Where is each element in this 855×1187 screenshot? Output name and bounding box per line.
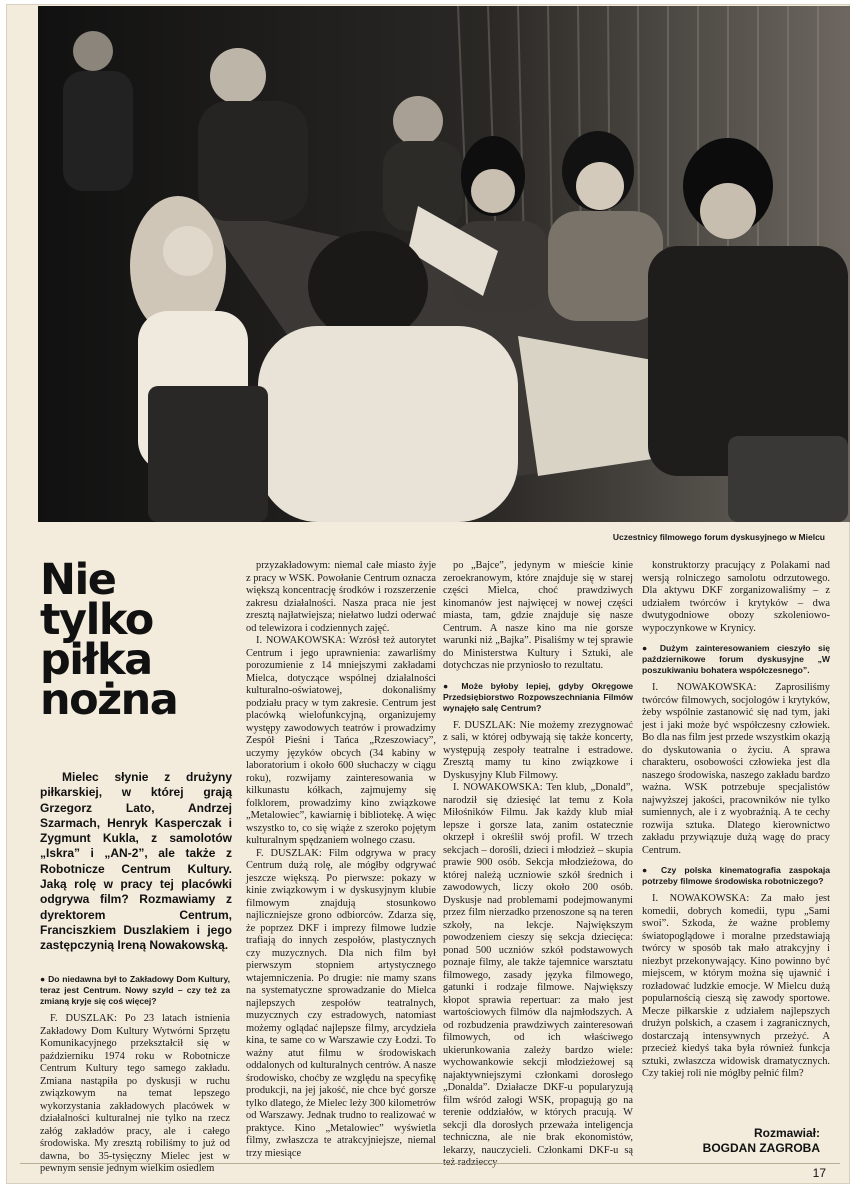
text-column-3	[443, 560, 633, 1170]
article-lead: Mielec słynie z drużyny piłkarskiej, w której grają Grzegorz Lato, Andrzej Szarmach, Henryk Kasperczak i Zygmunt Kukla, z samolotów „Iskra” i „AN-2”, ale także z Robotnicze Centrum Kultury. Jaką rolę w pracy tej placówki odgrywa film? Rozmawiamy z dyrektorem Centrum, Franciszkiem Duszlakiem i jego zastępczynią Ireną Nowakowską.	[40, 770, 232, 953]
paragraph: F. DUSZLAK: Film odgrywa w pracy Centrum dużą rolę, ale mógłby odgrywać jeszcze większą. Po pierwsze: pokazy w kinie związkowym i w dyskusyjnym klubie filmowym znajdują stosunkowo najliczniejsze grono odbiorców. Zdarza się, że poprzez DKF i imprezy filmowe ludzie trafiają do innych zespołów, plastycznych czy muzycznych. Dla nich film był pierwszym stopniem artystycznego wtajemniczenia. Po drugie: nie mamy szans na systematyczne sprowadzanie do Mielca najlepszych zespołów teatralnych, muzycznych czy estradowych, natomiast możemy oglądać najlepsze filmy, arcydzieła kina, te same co w Warszawie czy Łodzi. To ważny atut filmu w środowiskach oddalonych od kulturalnych centrów. A nasze środowisko, choćby ze względu na specyfikę produkcji, na jej jakość, nie chce być gorsze tylko dlatego, że Mielec leży 300 kilometrów od Warszawy. Jednak trudno to realizować w praktyce. Kino „Metalowiec” wyświetla filmy, zwłaszcza te atrakcyjniejsze, niemal trzy miesiące	[246, 847, 436, 1159]
paragraph: konstruktorzy pracujący z Polakami nad wersją rolniczego samolotu odrzutowego. Dla aktywu DKF zorganizowaliśmy – z udziałem twórców i krytyków – dwa dwutygodniowe obozy szkoleniowo-wypoczynkowe w Krynicy.	[642, 560, 830, 634]
paragraph: F. DUSZLAK: Po 23 latach istnienia Zakładowy Dom Kultury Wytwórni Sprzętu Komunikacyjnego przekształcił się w październiku 1974 roku w Robotnicze Centrum Kultury tego samego zakładu. Zmiana nastąpiła po dyskusji w ruchu związkowym na temat lepszego wykorzystania zakładowych placówek w działalności kulturalnej nie tylko na rzecz załóg zakładów pracy, ale i całego środowiska. My zresztą robiliśmy to już od dawna, bo 35-tysięczny Mielec jest w pewnym sensie jednym wielkim osiedlem	[40, 1013, 230, 1174]
byline	[680, 1126, 820, 1156]
interview-question: ● Do niedawna był to Zakładowy Dom Kultury, teraz jest Centrum. Nowy szyld – czy też za zmianą kryje się coś więcej?	[40, 974, 230, 1006]
title-line: tylko	[40, 595, 153, 645]
interview-question: ● Może byłoby lepiej, gdyby Okręgowe Przedsiębiorstwo Rozpowszechniania Filmów wynajęło salę Centrum?	[443, 680, 633, 713]
byline-label: Rozmawiał:	[753, 1126, 820, 1140]
title-line: Nie	[40, 555, 116, 605]
footer-divider	[20, 1163, 840, 1164]
paragraph: I. NOWAKOWSKA: Wzrósł też autorytet Centrum i jego uprawnienia: zawarliśmy porozumienie z 14 mniejszymi zakładami Mielca, dotyczące wspólnej działalności kulturalno-oświatowej, dokonaliśmy podziału pracy w tym zakresie. Centrum jest placówką wielofunkcyjną, organizujemy występy zawodowych teatrów i prowadzimy Zespół Pieśni i Tańca „Rzeszowiacy”, uczymy języków obcych (34 kabiny w laboratorium i około 600 słuchaczy w ciągu roku), rozwijamy zainteresowania w kilkunastu kółkach, zajmujemy się folklorem, prowadzimy kino związkowe „Metalowiec”, kawiarnię i bibliotekę. A więc wszystko to, co się wiąże z szeroko pojętym kulturalnym spędzaniem wolnego czasu.	[246, 635, 436, 846]
page-number: 17	[812, 1166, 826, 1180]
paragraph: przyzakładowym: niemal całe miasto żyje z pracy w WSK. Powołanie Centrum oznacza większą koncentrację środków i rozszerzenie zakresu działalności. Nasza praca nie jest zresztą najłatwiejsza; niełatwo ludzi oderwać od telewizora i codziennych zajęć.	[246, 560, 436, 634]
text-column-1	[40, 966, 230, 1176]
photo-caption: Uczestnicy filmowego forum dyskusyjnego w Mielcu	[612, 532, 825, 542]
article-title	[40, 555, 230, 725]
title-line: nożna	[40, 675, 178, 725]
byline-name: BOGDAN ZAGROBA	[702, 1141, 820, 1155]
paragraph: I. NOWAKOWSKA: Za mało jest komedii, dobrych komedii, typu „Sami swoi”. Szkoda, że ważne problemy światopoglądowe i moralne przedstawiają twórcy w sposób tak mało atrakcyjny i niezbyt przekonywający. Kino powinno być miejscem, w którym można się ujawnić i rozładować ludzkie emocje. W Mielcu dużą popularnością cieszą się zawody sportowe. Mecze piłkarskie z udziałem najlepszych drużyn polskich, a czasem i zagranicznych, dostarczają intensywnych przeżyć. A przecież kiedyś taka była również funkcja sztuki, zwłaszcza widowisk dramatycznych. Czy takiej roli nie mógłby pełnić film?	[642, 893, 830, 1079]
paragraph: I. NOWAKOWSKA: Ten klub, „Donald”, narodził się dziesięć lat temu z Koła Miłośników Filmu. Jak każdy klub miał lepsze i gorsze lata, zanim ostatecznie okrzepł i określił swój profil. W trzech sekcjach – dorośli, dzieci i młodzież – skupia prawie 900 osób. Sekcja młodzieżowa, do której należą uczniowie szkół średnich i zawodowych, liczy około 200 osób. Dyskusje nad problemami podejmowanymi przez film nierzadko przenoszone są na teren szkoły, na lekcje. Największym powodzeniem cieszy się sekcja dziecięca: ponad 500 uczniów szkół podstawowych poznaje filmy, ale także tajemnice warsztatu filmowego, zasady języka filmowego, gatunki i rodzaje filmowe. Największy kłopot sprawia repertuar: za mało jest wartościowych filmów dla najmłodszych. A od rozbudzenia prawdziwych zainteresowań filmowych, od ich właściwego ukierunkowania zależy bardzo wiele: wychowankowie sekcji młodzieżowej są najaktywniejszymi członkami dorosłego „Donalda”. Działacze DKF-u popularyzują film wśród załogi WSK, propagują go na terenie oddziałów, w których pracują. W sekcji dla dorosłych przeważa inteligencja techniczna, ale nie brak ekonomistów, lekarzy, nauczycieli. Członkami DKF-u są też radzieccy	[443, 782, 633, 1168]
title-line: piłka	[40, 635, 152, 685]
group-photo	[38, 6, 850, 522]
paragraph: I. NOWAKOWSKA: Zaprosiliśmy twórców filmowych, socjologów i krytyków, żeby wspólnie zastanowić się nad tym, jaki jest i jaki może być współczesny człowiek. Bo dla nas film jest przede wszystkim okazją do dyskutowania o życiu. A sprawa charakteru, osobowości człowieka jest dla naszego środowiska, naszego zakładu bardzo ważna. WSK potrzebuje specjalistów najwyższej jakości, pracowników nie tylko sumiennych, ale i z wyobraźnią. A te cechy rozwija sztuka. Dlatego kierownictwo zakładu przywiązuje dużą wagę do pracy Centrum.	[642, 682, 830, 856]
paragraph: F. DUSZLAK: Nie możemy zrezygnować z sali, w której odbywają się także koncerty, występują zespoły teatralne i estradowe. Zresztą mamy tu kino związkowe i Dyskusyjny Klub Filmowy.	[443, 719, 633, 781]
interview-question: ● Czy polska kinematografia zaspokaja potrzeby filmowe środowiska robotniczego?	[642, 865, 830, 886]
text-column-2	[246, 560, 436, 1160]
interview-question: ● Dużym zainteresowaniem cieszyło się październikowe forum dyskusyjne „W poszukiwaniu bohatera współczesnego”.	[642, 643, 830, 675]
paragraph: po „Bajce”, jedynym w mieście kinie zeroekranowym, które znajduje się w starej części Mielca, choć prawdziwych kinomanów jest najwięcej w nowej części miasta, tam, gdzie znajduje się nasze Centrum. A nasze kino ma nie gorsze warunki niż „Bajka”. Pisaliśmy w tej sprawie do Ministerstwa Kultury i Sztuki, ale dotychczas nie przyniosło to rezultatu.	[443, 560, 633, 671]
text-column-4	[642, 560, 830, 1081]
photo-illustration	[38, 6, 850, 522]
